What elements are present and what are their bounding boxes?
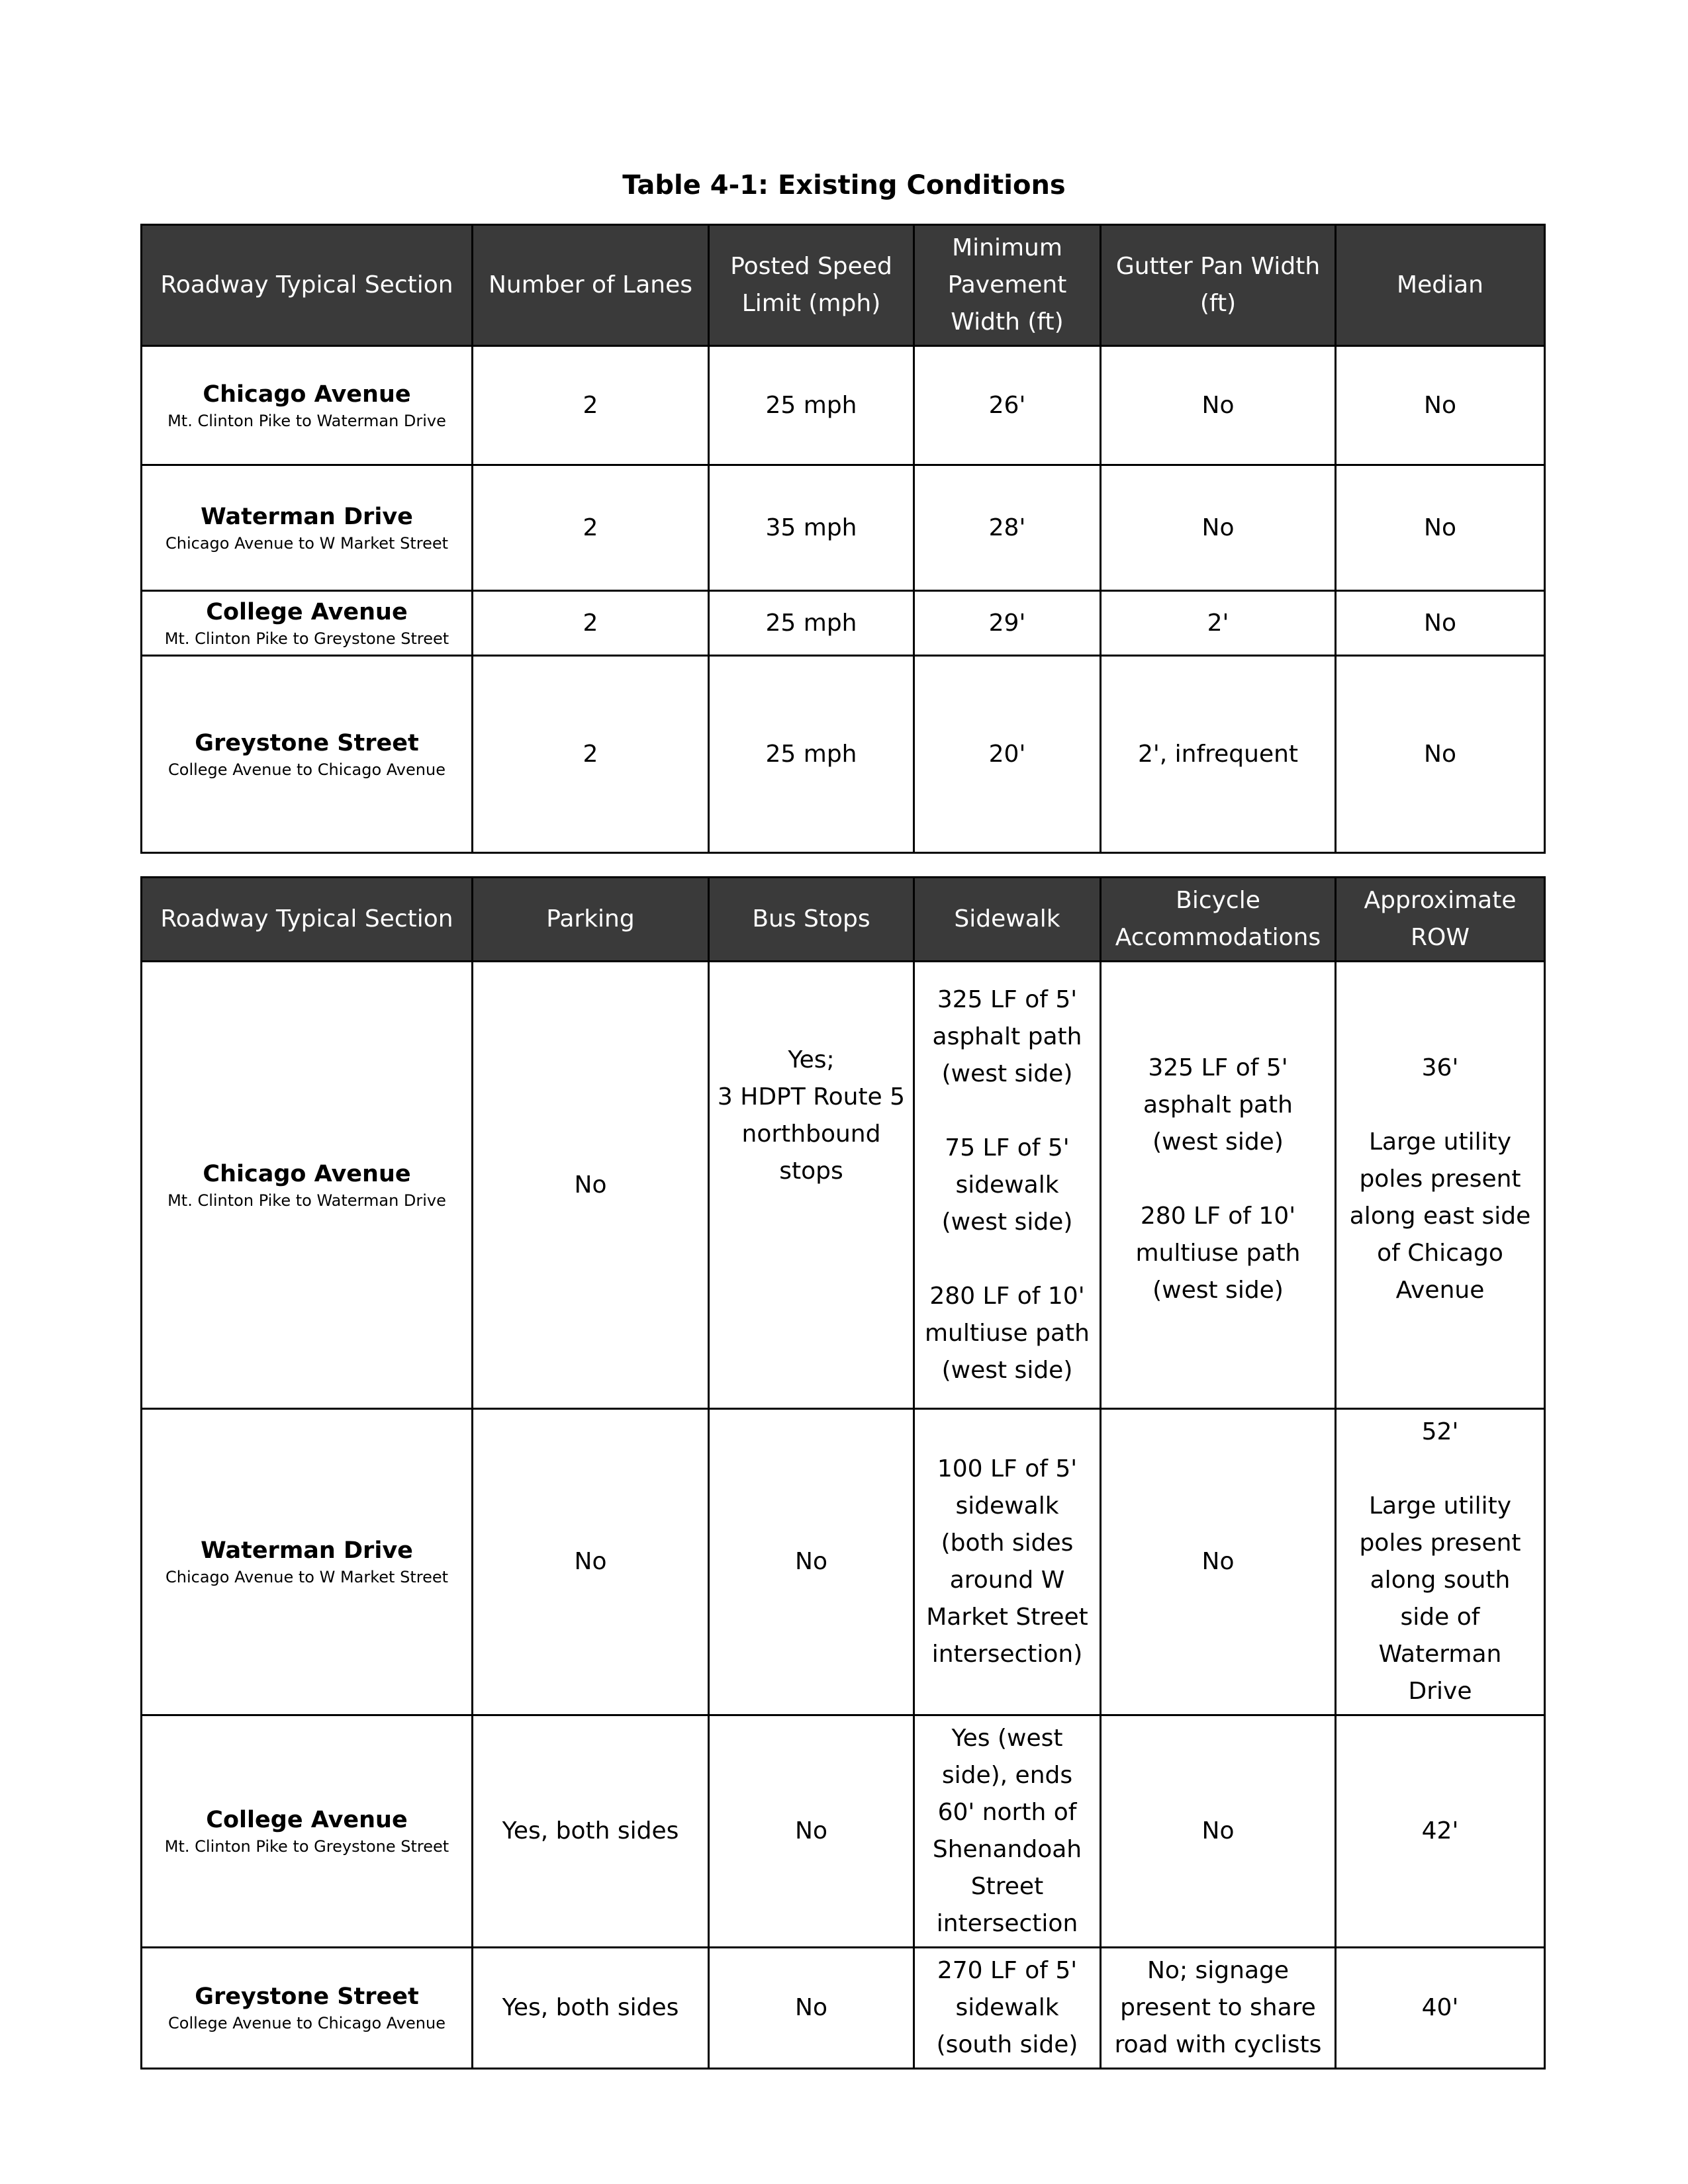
road-name: Greystone Street [195, 1983, 419, 2010]
road-name: College Avenue [206, 1807, 408, 1833]
road-name: Waterman Drive [201, 1537, 413, 1564]
table-header-row [142, 225, 1545, 346]
gutter-cell: 2' [1101, 591, 1336, 656]
parking-cell: Yes, both sides [473, 1948, 709, 2069]
table-row [142, 1948, 1545, 2069]
roadway-cell [142, 962, 473, 1409]
median-cell: No [1336, 346, 1545, 465]
speed-cell: 25 mph [709, 591, 914, 656]
road-name: Chicago Avenue [203, 1160, 411, 1187]
road-extent: College Avenue to Chicago Avenue [168, 760, 445, 779]
column-header-median: Median [1336, 225, 1545, 346]
median-cell: No [1336, 465, 1545, 591]
table-row [142, 1715, 1545, 1948]
roadway-cell [142, 1409, 473, 1715]
roadway-cell [142, 591, 473, 656]
roadway-cell [142, 465, 473, 591]
column-header-roadway: Roadway Typical Section [142, 225, 473, 346]
row-cell: 52' Large utility poles present along south side of Waterman Drive [1336, 1409, 1545, 1715]
column-header-parking: Parking [473, 878, 709, 962]
bicycle-cell: No [1101, 1409, 1336, 1715]
row-cell: 36' Large utility poles present along east side of Chicago Avenue [1336, 962, 1545, 1409]
roadway-cell [142, 1948, 473, 2069]
existing-conditions-table-1 [140, 224, 1546, 854]
road-extent: Chicago Avenue to W Market Street [165, 533, 449, 553]
road-name: Waterman Drive [201, 503, 413, 530]
sidewalk-cell: 270 LF of 5' sidewalk (south side) [914, 1948, 1101, 2069]
column-header-row: Approximate ROW [1336, 878, 1545, 962]
speed-cell: 25 mph [709, 656, 914, 853]
road-name: Chicago Avenue [203, 381, 411, 408]
column-header-gutter: Gutter Pan Width (ft) [1101, 225, 1336, 346]
roadway-cell [142, 656, 473, 853]
median-cell: No [1336, 656, 1545, 853]
gutter-cell: No [1101, 346, 1336, 465]
existing-conditions-table-2 [140, 876, 1546, 2070]
column-header-roadway: Roadway Typical Section [142, 878, 473, 962]
roadway-cell [142, 346, 473, 465]
table-row [142, 962, 1545, 1409]
bus-stops-cell: No [709, 1715, 914, 1948]
road-extent: Chicago Avenue to W Market Street [165, 1568, 449, 1586]
column-header-bicycle: Bicycle Accommodations [1101, 878, 1336, 962]
median-cell: No [1336, 591, 1545, 656]
gutter-cell: 2', infrequent [1101, 656, 1336, 853]
table-row [142, 656, 1545, 853]
sidewalk-cell: Yes (west side), ends 60' north of Shenandoah Street intersection [914, 1715, 1101, 1948]
column-header-bus-stops: Bus Stops [709, 878, 914, 962]
lanes-cell: 2 [473, 656, 709, 853]
column-header-speed: Posted Speed Limit (mph) [709, 225, 914, 346]
table-row [142, 465, 1545, 591]
parking-cell: Yes, both sides [473, 1715, 709, 1948]
speed-cell: 25 mph [709, 346, 914, 465]
table-row [142, 346, 1545, 465]
road-extent: Mt. Clinton Pike to Waterman Drive [167, 1191, 446, 1210]
column-header-sidewalk: Sidewalk [914, 878, 1101, 962]
road-extent: Mt. Clinton Pike to Waterman Drive [167, 411, 446, 430]
bicycle-cell: No; signage present to share road with cyclists [1101, 1948, 1336, 2069]
column-header-pavement: Minimum Pavement Width (ft) [914, 225, 1101, 346]
lanes-cell: 2 [473, 591, 709, 656]
sidewalk-cell: 100 LF of 5' sidewalk (both sides around W Market Street intersection) [914, 1409, 1101, 1715]
speed-cell: 35 mph [709, 465, 914, 591]
column-header-lanes: Number of Lanes [473, 225, 709, 346]
parking-cell: No [473, 962, 709, 1409]
gutter-cell: No [1101, 465, 1336, 591]
row-cell: 40' [1336, 1948, 1545, 2069]
row-cell: 42' [1336, 1715, 1545, 1948]
table-header-row [142, 878, 1545, 962]
road-name: College Avenue [206, 598, 408, 625]
road-name: Greystone Street [195, 729, 419, 756]
lanes-cell: 2 [473, 346, 709, 465]
pavement-cell: 26' [914, 346, 1101, 465]
road-extent: College Avenue to Chicago Avenue [168, 2014, 445, 2032]
table-row [142, 1409, 1545, 1715]
bicycle-cell: 325 LF of 5' asphalt path (west side) 280 LF of 10' multiuse path (west side) [1101, 962, 1336, 1409]
bus-stops-cell: No [709, 1409, 914, 1715]
table-row [142, 591, 1545, 656]
parking-cell: No [473, 1409, 709, 1715]
bicycle-cell: No [1101, 1715, 1336, 1948]
lanes-cell: 2 [473, 465, 709, 591]
pavement-cell: 20' [914, 656, 1101, 853]
pavement-cell: 28' [914, 465, 1101, 591]
road-extent: Mt. Clinton Pike to Greystone Street [164, 629, 449, 648]
pavement-cell: 29' [914, 591, 1101, 656]
roadway-cell [142, 1715, 473, 1948]
bus-stops-cell: Yes; 3 HDPT Route 5 northbound stops [709, 962, 914, 1409]
road-extent: Mt. Clinton Pike to Greystone Street [164, 1837, 449, 1856]
bus-stops-cell: No [709, 1948, 914, 2069]
page-title: Table 4-1: Existing Conditions [622, 170, 1066, 201]
sidewalk-cell: 325 LF of 5' asphalt path (west side) 75 LF of 5' sidewalk (west side) 280 LF of 10' multiuse path (west side) [914, 962, 1101, 1409]
